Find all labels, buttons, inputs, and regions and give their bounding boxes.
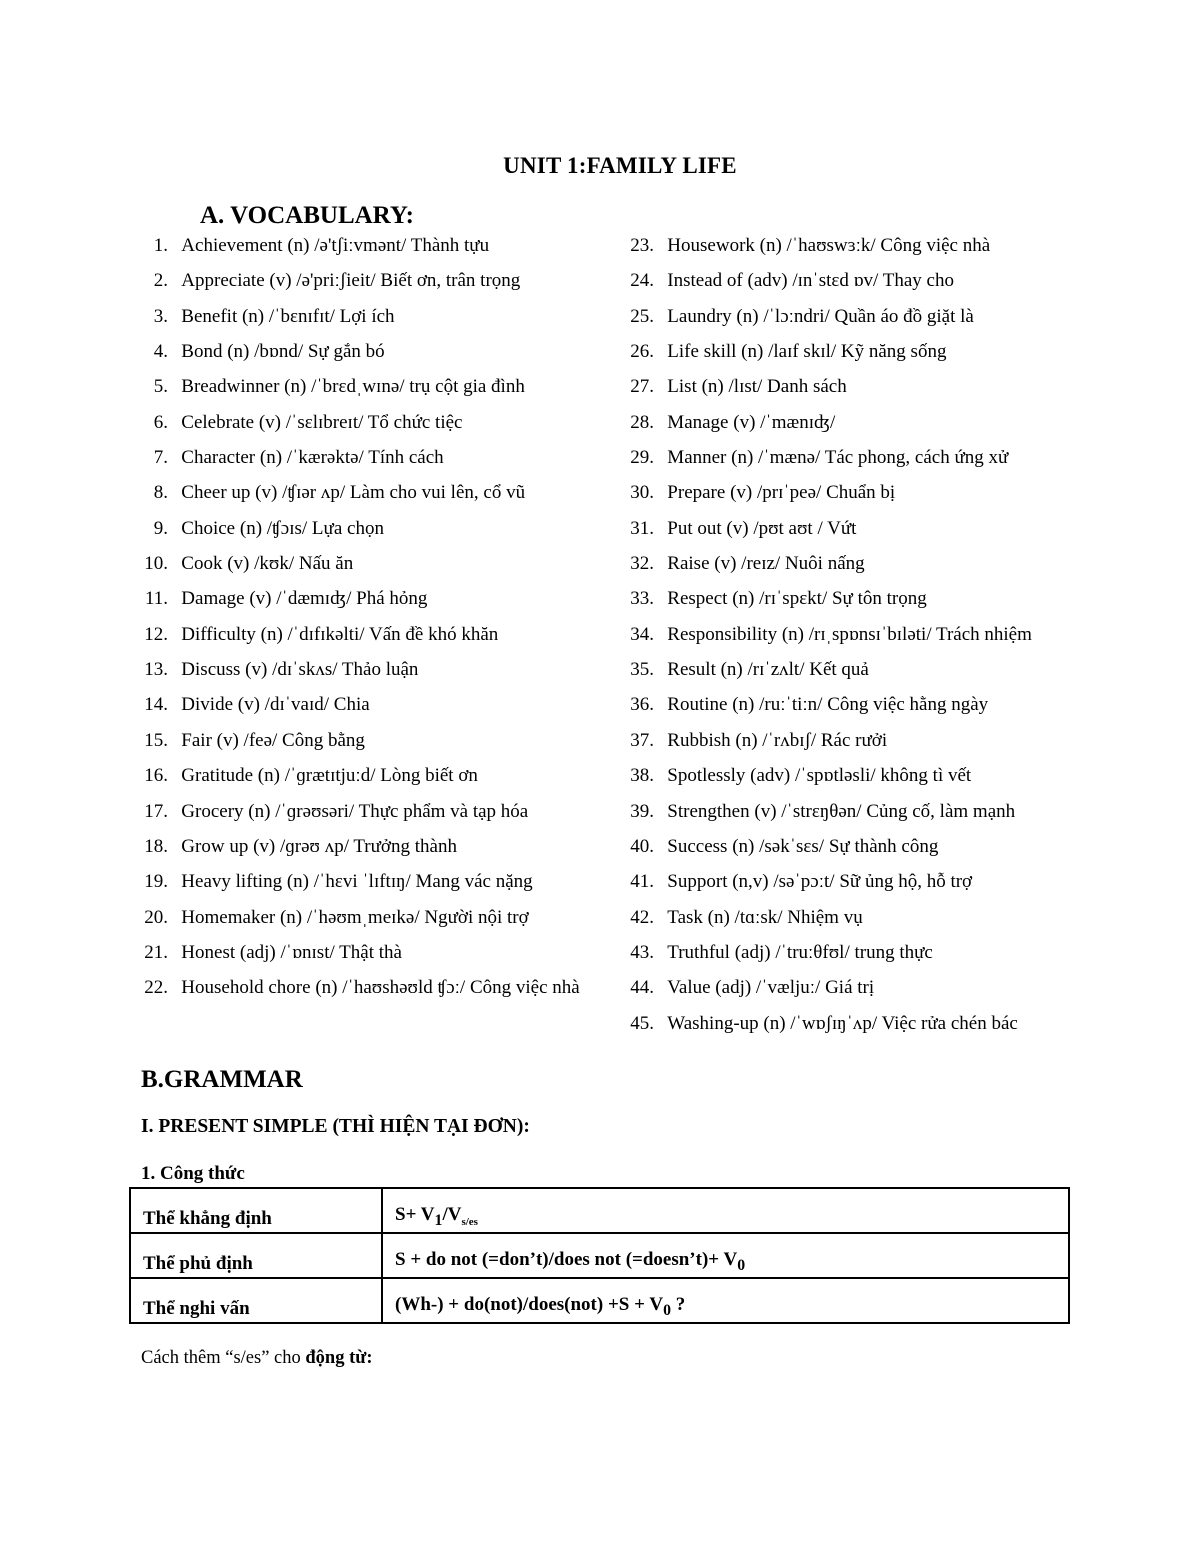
list-item	[614, 794, 1084, 829]
item-number: 5.	[153, 376, 168, 398]
formula-subheading: 1. Công thức	[141, 1163, 245, 1184]
list-item	[128, 970, 613, 1005]
negative-formula: S + do not (=don’t)/does not (=doesn’t)+ $V_0$	[382, 1233, 1069, 1278]
table-row	[130, 1188, 1069, 1233]
item-text: Breadwinner (n) /ˈbrɛdˌwɪnə/ trụ cột gia đình	[181, 376, 525, 398]
item-text: Washing-up (n) /ˈwɒʃɪŋˈʌp/ Việc rửa chén bác	[667, 1012, 1018, 1034]
list-item	[128, 617, 613, 652]
list-item	[128, 687, 613, 722]
section-i-heading: I. PRESENT SIMPLE (THÌ HIỆN TẠI ĐƠN):	[141, 1116, 530, 1137]
list-item	[128, 758, 613, 793]
item-text: Achievement (n) /ə'tʃiːvmənt/ Thành tựu	[181, 235, 490, 256]
list-item	[614, 511, 1084, 546]
affirmative-label: Thể khẳng định	[130, 1188, 382, 1233]
item-number: 6.	[153, 411, 168, 433]
list-item	[128, 263, 613, 298]
item-number: 8.	[153, 482, 168, 504]
list-item	[128, 723, 613, 758]
item-number: 7.	[153, 447, 168, 469]
item-number: 34.	[630, 623, 654, 645]
item-text: Gratitude (n) /ˈɡrætɪtjuːd/ Lòng biết ơn	[181, 765, 478, 787]
item-text: Fair (v) /feə/ Công bằng	[181, 729, 365, 751]
item-number: 28.	[630, 411, 654, 433]
item-number: 35.	[630, 659, 654, 681]
item-text: Rubbish (n) /ˈrʌbɪʃ/ Rác rưởi	[667, 729, 888, 751]
item-number: 26.	[630, 341, 654, 363]
list-item	[614, 723, 1084, 758]
item-text: Spotlessly (adv) /ˈspɒtləsli/ không tì vết	[667, 765, 972, 787]
item-text: Cheer up (v) /ʧɪər ʌp/ Làm cho vui lên, cổ vũ	[181, 482, 526, 504]
list-item	[614, 829, 1084, 864]
list-item	[614, 864, 1084, 899]
list-item	[614, 581, 1084, 616]
item-text: Support (n,v) /səˈpɔːt/ Sữ ủng hộ, hỗ trợ	[667, 871, 973, 893]
list-item	[128, 581, 613, 616]
item-number: 17.	[144, 800, 168, 822]
item-number: 21.	[144, 941, 168, 963]
item-text: Manner (n) /ˈmænə/ Tác phong, cách ứng xử	[667, 447, 1009, 469]
item-text: Respect (n) /rɪˈspɛkt/ Sự tôn trọng	[667, 588, 927, 610]
list-item	[128, 900, 613, 935]
list-item	[614, 687, 1084, 722]
item-number: 2.	[153, 270, 168, 292]
item-number: 22.	[144, 977, 168, 999]
page-title: UNIT 1:FAMILY LIFE	[503, 153, 737, 178]
item-number: 9.	[153, 517, 168, 539]
item-text: Value (adj) /ˈvæljuː/ Giá trị	[667, 977, 875, 999]
item-text: Grocery (n) /ˈɡrəʊsəri/ Thực phẩm và tạp hóa	[181, 800, 529, 822]
list-item	[614, 334, 1084, 369]
item-text: Responsibility (n) /rɪˌspɒnsɪˈbɪləti/ Trách nhiệm	[667, 623, 1032, 645]
item-text: Put out (v) /pʊt aʊt / Vứt	[667, 517, 857, 539]
list-item	[128, 511, 613, 546]
item-number: 19.	[144, 871, 168, 893]
item-number: 10.	[144, 553, 168, 575]
vocabulary-list-left	[128, 228, 613, 1006]
item-number: 4.	[153, 341, 168, 363]
item-number: 36.	[630, 694, 654, 716]
item-number: 25.	[630, 305, 654, 327]
vocabulary-list-right	[614, 228, 1084, 1041]
list-item	[614, 263, 1084, 298]
item-number: 38.	[630, 765, 654, 787]
list-item	[614, 475, 1084, 510]
note-line: Cách thêm “s/es” cho động từ:	[141, 1348, 373, 1368]
item-text: Routine (n) /ruːˈtiːn/ Công việc hằng ngày	[667, 694, 989, 716]
list-item	[614, 299, 1084, 334]
list-item	[128, 794, 613, 829]
item-number: 20.	[144, 906, 168, 928]
list-item	[128, 334, 613, 369]
question-label: Thể nghi vấn	[130, 1278, 382, 1323]
item-text: Strengthen (v) /ˈstrɛŋθən/ Củng cố, làm mạnh	[667, 800, 1016, 822]
list-item	[614, 369, 1084, 404]
item-text: Choice (n) /ʧɔɪs/ Lựa chọn	[181, 517, 384, 539]
item-number: 1.	[153, 235, 168, 256]
item-number: 16.	[144, 765, 168, 787]
list-item	[128, 475, 613, 510]
item-text: Truthful (adj) /ˈtruːθfʊl/ trung thực	[667, 941, 933, 963]
item-text: Manage (v) /ˈmænɪʤ/	[667, 411, 836, 433]
item-number: 27.	[630, 376, 654, 398]
item-number: 32.	[630, 553, 654, 575]
item-text: Appreciate (v) /ə'priːʃieit/ Biết ơn, trân trọng	[181, 270, 521, 292]
item-text: Honest (adj) /ˈɒnɪst/ Thật thà	[181, 941, 402, 963]
item-text: Difficulty (n) /ˈdɪfɪkəlti/ Vấn đề khó khăn	[181, 623, 499, 645]
question-formula: (Wh-) + do(not)/does(not) $+S + V_0$ ?	[382, 1278, 1069, 1323]
item-number: 43.	[630, 941, 654, 963]
item-text: Homemaker (n) /ˈhəʊmˌmeɪkə/ Người nội trợ	[181, 906, 529, 928]
item-number: 11.	[144, 588, 168, 610]
item-text: Damage (v) /ˈdæmɪʤ/ Phá hỏng	[181, 588, 428, 610]
formula-table	[129, 1187, 1070, 1324]
list-item	[614, 970, 1084, 1005]
item-text: Instead of (adv) /ɪnˈstɛd ɒv/ Thay cho	[667, 270, 954, 292]
item-number: 39.	[630, 800, 654, 822]
item-text: Task (n) /tɑːsk/ Nhiệm vụ	[667, 906, 863, 928]
item-number: 18.	[144, 835, 168, 857]
item-text: Bond (n) /bɒnd/ Sự gắn bó	[181, 341, 385, 363]
list-item	[614, 405, 1084, 440]
list-item	[128, 405, 613, 440]
item-number: 23.	[630, 235, 654, 256]
list-item	[614, 652, 1084, 687]
list-item	[614, 440, 1084, 475]
list-item	[128, 369, 613, 404]
negative-label: Thể phủ định	[130, 1233, 382, 1278]
list-item	[128, 440, 613, 475]
section-a-heading: A. VOCABULARY:	[200, 202, 414, 229]
item-number: 3.	[153, 305, 168, 327]
list-item	[614, 228, 1084, 263]
list-item	[614, 935, 1084, 970]
list-item	[128, 864, 613, 899]
item-number: 33.	[630, 588, 654, 610]
list-item	[128, 546, 613, 581]
list-item	[128, 935, 613, 970]
item-text: Prepare (v) /prɪˈpeə/ Chuẩn bị	[667, 482, 896, 504]
list-item	[614, 758, 1084, 793]
item-text: Success (n) /səkˈsɛs/ Sự thành công	[667, 835, 939, 857]
item-number: 13.	[144, 659, 168, 681]
item-number: 24.	[630, 270, 654, 292]
list-item	[128, 829, 613, 864]
item-text: Grow up (v) /ɡrəʊ ʌp/ Trưởng thành	[181, 835, 457, 857]
item-text: Benefit (n) /ˈbɛnɪfɪt/ Lợi ích	[181, 305, 395, 327]
item-text: Character (n) /ˈkærəktə/ Tính cách	[181, 447, 444, 469]
item-text: Raise (v) /reɪz/ Nuôi nấng	[667, 553, 865, 575]
item-number: 31.	[630, 517, 654, 539]
item-number: 37.	[630, 729, 654, 751]
list-item	[614, 617, 1084, 652]
item-number: 44.	[630, 977, 654, 999]
item-number: 15.	[144, 729, 168, 751]
item-number: 12.	[144, 623, 168, 645]
item-number: 14.	[144, 694, 168, 716]
item-text: Result (n) /rɪˈzʌlt/ Kết quả	[667, 659, 869, 681]
item-text: Celebrate (v) /ˈsɛlɪbreɪt/ Tổ chức tiệc	[181, 411, 463, 433]
affirmative-formula: $S+ V_1/V_{s/es}$	[382, 1188, 1069, 1233]
list-item	[614, 900, 1084, 935]
item-text: Cook (v) /kʊk/ Nấu ăn	[181, 553, 354, 575]
section-b-heading: B.GRAMMAR	[141, 1066, 303, 1093]
list-item	[614, 1006, 1084, 1041]
item-text: Divide (v) /dɪˈvaɪd/ Chia	[181, 694, 370, 716]
item-number: 29.	[630, 447, 654, 469]
table-row	[130, 1233, 1069, 1278]
item-number: 30.	[630, 482, 654, 504]
item-text: Heavy lifting (n) /ˈhɛvi ˈlɪftɪŋ/ Mang vác nặng	[181, 871, 533, 893]
list-item	[614, 546, 1084, 581]
item-text: Household chore (n) /ˈhaʊshəʊld ʧɔː/ Công việc nhà	[181, 977, 580, 999]
item-number: 40.	[630, 835, 654, 857]
list-item	[128, 299, 613, 334]
item-number: 42.	[630, 906, 654, 928]
item-text: Discuss (v) /dɪˈskʌs/ Thảo luận	[181, 659, 419, 681]
item-number: 41.	[630, 871, 654, 893]
item-text: Housework (n) /ˈhaʊswɜːk/ Công việc nhà	[667, 235, 991, 256]
item-text: List (n) /lɪst/ Danh sách	[667, 376, 847, 398]
item-number: 45.	[630, 1012, 654, 1034]
list-item	[128, 228, 613, 263]
item-text: Life skill (n) /laɪf skɪl/ Kỹ năng sống	[667, 341, 947, 363]
list-item	[128, 652, 613, 687]
item-text: Laundry (n) /ˈlɔːndri/ Quần áo đồ giặt là	[667, 305, 974, 327]
table-row	[130, 1278, 1069, 1323]
